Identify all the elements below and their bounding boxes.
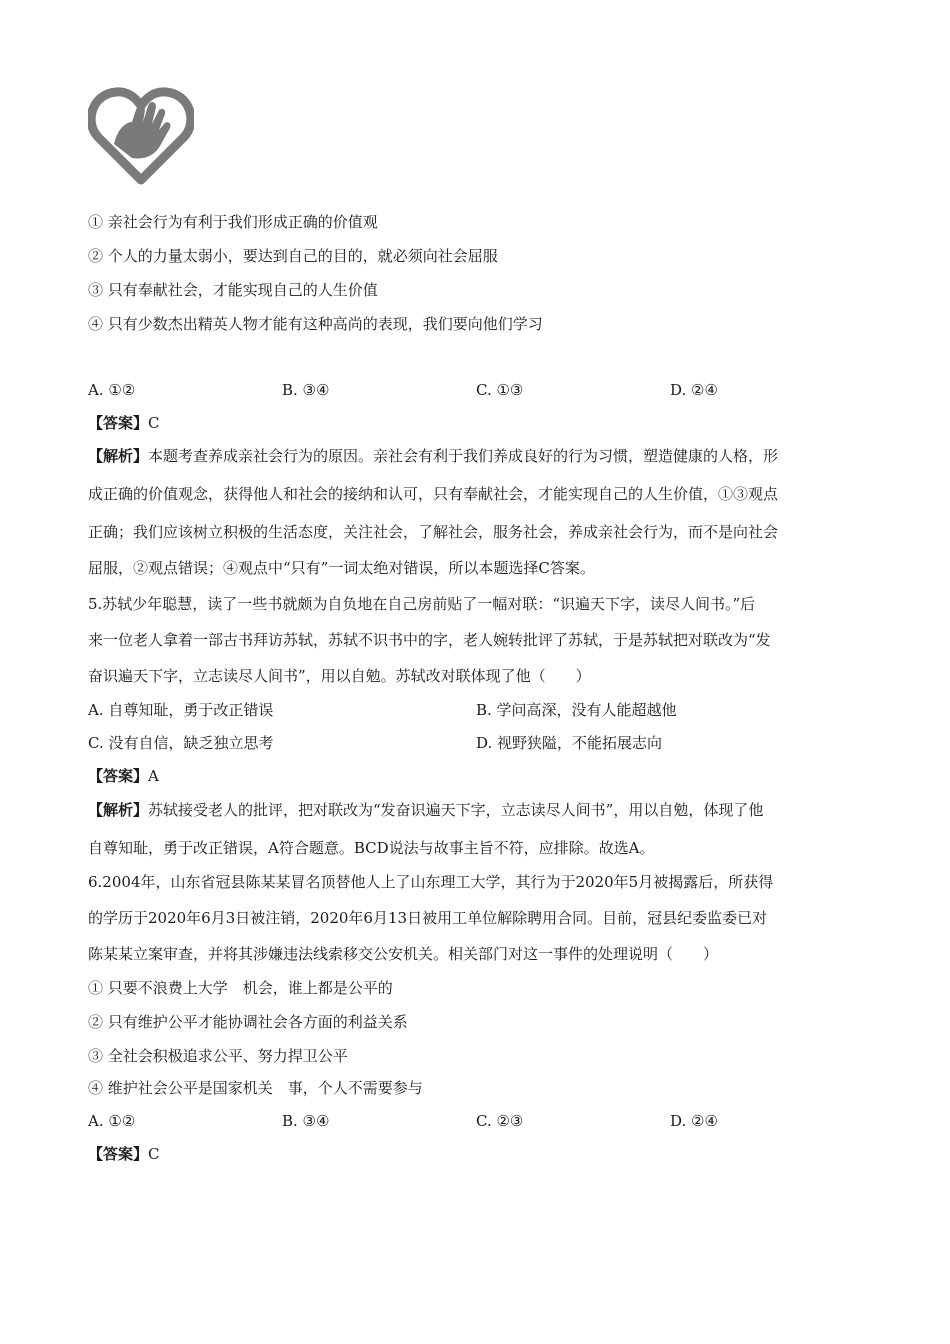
q4-option-b: B. ③④ <box>282 381 330 399</box>
q5-option-b: B. 学问高深，没有人能超越他 <box>476 701 677 719</box>
q5-answer <box>88 766 159 786</box>
q4-statement: ② 个人的力量太弱小，要达到自己的目的，就必须向社会屈服 <box>88 247 498 265</box>
q6-option-c: C. ②③ <box>476 1112 524 1130</box>
q6-stem-line: 的学历于2020年6月3日被注销，2020年6月13日被用工单位解除聘用合同。目前，冠县纪委监委已对 <box>88 909 768 927</box>
q5-stem-line: 来一位老人拿着一部古书拜访苏轼，苏轼不识书中的字，老人婉转批评了苏轼，于是苏轼把对联改为“发 <box>88 631 771 649</box>
q6-answer <box>88 1144 160 1164</box>
q6-option-b: B. ③④ <box>282 1112 330 1130</box>
q6-statement: ① 只要不浪费上大学 机会，谁上都是公平的 <box>88 979 393 997</box>
q5-analysis-line <box>88 800 763 820</box>
q5-stem-line: 奋识遍天下字，立志读尽人间书”，用以自勉。苏轼改对联体现了他（ ） <box>88 667 591 685</box>
q4-analysis-line: 成正确的价值观念，获得他人和社会的接纳和认可，只有奉献社会，才能实现自己的人生价值，①③观点 <box>88 485 779 503</box>
q6-statement: ③ 全社会积极追求公平、努力捍卫公平 <box>88 1047 348 1065</box>
q5-option-c: C. 没有自信，缺乏独立思考 <box>88 734 274 752</box>
q4-analysis-line: 正确；我们应该树立积极的生活态度，关注社会，了解社会，服务社会，养成亲社会行为，而不是向社会 <box>88 523 779 541</box>
q4-statement: ① 亲社会行为有利于我们形成正确的价值观 <box>88 213 378 231</box>
analysis-text: 本题考查养成亲社会行为的原因。亲社会有利于我们养成良好的行为习惯，塑造健康的人格，形 <box>148 447 779 465</box>
analysis-text: 苏轼接受老人的批评，把对联改为“发奋识遍天下字，立志读尽人间书”，用以自勉，体现了他 <box>148 801 764 819</box>
q4-option-c: C. ①③ <box>476 381 524 399</box>
q5-option-a: A. 自尊知耻，勇于改正错误 <box>88 701 274 719</box>
q4-option-a: A. ①② <box>88 381 136 399</box>
q6-stem-line: 6.2004年，山东省冠县陈某某冒名顶替他人上了山东理工大学，其行为于2020年5月被揭露后，所获得 <box>88 873 774 891</box>
answer-value: C <box>148 414 160 432</box>
q4-statement: ④ 只有少数杰出精英人物才能有这种高尚的表现，我们要向他们学习 <box>88 315 543 333</box>
q4-statement: ③ 只有奉献社会，才能实现自己的人生价值 <box>88 281 378 299</box>
q5-stem-line: 5.苏轼少年聪慧，读了一些书就颇为自负地在自己房前贴了一幅对联：“识遍天下字，读尽人间书。”后 <box>88 595 756 613</box>
q6-option-d: D. ②④ <box>670 1112 718 1130</box>
q5-option-d: D. 视野狭隘，不能拓展志向 <box>476 734 663 752</box>
analysis-label: 【解析】 <box>88 447 149 465</box>
q6-statement: ② 只有维护公平才能协调社会各方面的利益关系 <box>88 1013 408 1031</box>
analysis-label: 【解析】 <box>88 801 149 819</box>
q6-statement: ④ 维护社会公平是国家机关 事，个人不需要参与 <box>88 1079 423 1097</box>
q6-option-a: A. ①② <box>88 1112 136 1130</box>
answer-label: 【答案】 <box>88 767 149 785</box>
q4-answer <box>88 413 160 433</box>
q4-option-d: D. ②④ <box>670 381 718 399</box>
answer-label: 【答案】 <box>88 1145 149 1163</box>
answer-value: C <box>148 1145 160 1163</box>
q4-analysis-line: 屈服，②观点错误；④观点中“只有”一词太绝对错误，所以本题选择C答案。 <box>88 559 595 577</box>
q5-analysis-line: 自尊知耻，勇于改正错误，A符合题意。BCD说法与故事主旨不符，应排除。故选A。 <box>88 839 655 857</box>
heart-hand-icon <box>88 82 194 186</box>
q4-analysis-line <box>88 446 778 466</box>
answer-label: 【答案】 <box>88 414 149 432</box>
q6-stem-line: 陈某某立案审查，并将其涉嫌违法线索移交公安机关。相关部门对这一事件的处理说明（ ） <box>88 945 719 963</box>
answer-value: A <box>148 767 159 785</box>
